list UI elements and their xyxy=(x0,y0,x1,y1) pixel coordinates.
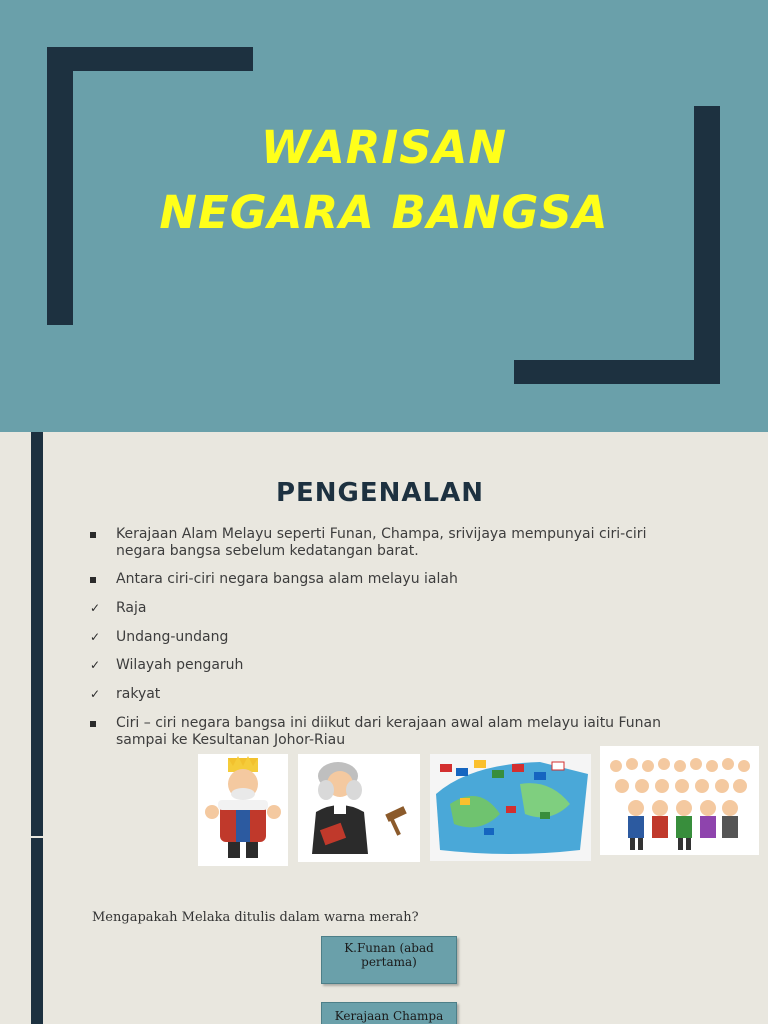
intro-slide xyxy=(0,432,768,1024)
bullet-text: rakyat xyxy=(116,686,161,702)
title-slide xyxy=(0,0,768,432)
flow-box-label: Kerajaan Champa xyxy=(334,1009,444,1023)
frame-bar-bottom-right xyxy=(514,360,720,384)
title-line-2: NEGARA BANGSA xyxy=(159,186,609,239)
checkmark-icon: ✓ xyxy=(90,658,101,672)
flow-box-funan xyxy=(321,936,457,984)
king-clipart xyxy=(198,754,288,866)
bullet-text: Raja xyxy=(116,600,147,616)
square-bullet-icon xyxy=(90,526,106,543)
flow-box-champa xyxy=(321,1002,457,1024)
crowd-clipart xyxy=(600,746,759,855)
checkmark-icon: ✓ xyxy=(90,601,101,615)
frame-bar-top-left xyxy=(47,47,253,71)
bullet-text: Antara ciri-ciri negara bangsa alam melayu ialah xyxy=(116,571,458,587)
slide-heading: PENGENALAN xyxy=(275,478,484,508)
bullet-text: Kerajaan Alam Melayu seperti Funan, Champa, srivijaya mempunyai ciri-ciri negara bangsa sebelum kedatangan barat. xyxy=(116,526,647,559)
bullet-text: Ciri – ciri negara bangsa ini diikut dari kerajaan awal alam melayu iaitu Funan sampai ke Kesultanan Johor-Riau xyxy=(116,715,661,748)
checkmark-icon: ✓ xyxy=(90,687,101,701)
judge-clipart xyxy=(298,754,420,862)
flow-box-label: K.Funan (abad pertama) xyxy=(344,941,434,969)
title-line-1: WARISAN xyxy=(260,121,508,174)
accent-line-lower xyxy=(31,838,43,1024)
square-bullet-icon xyxy=(90,571,106,588)
checkmark-icon: ✓ xyxy=(90,630,101,644)
bullet-text: Undang-undang xyxy=(116,629,229,645)
question-text: Mengapakah Melaka ditulis dalam warna merah? xyxy=(92,910,419,925)
accent-line xyxy=(31,432,43,836)
square-bullet-icon xyxy=(90,715,106,732)
bullet-text: Wilayah pengaruh xyxy=(116,657,244,673)
world-map-flags-image xyxy=(430,754,591,861)
